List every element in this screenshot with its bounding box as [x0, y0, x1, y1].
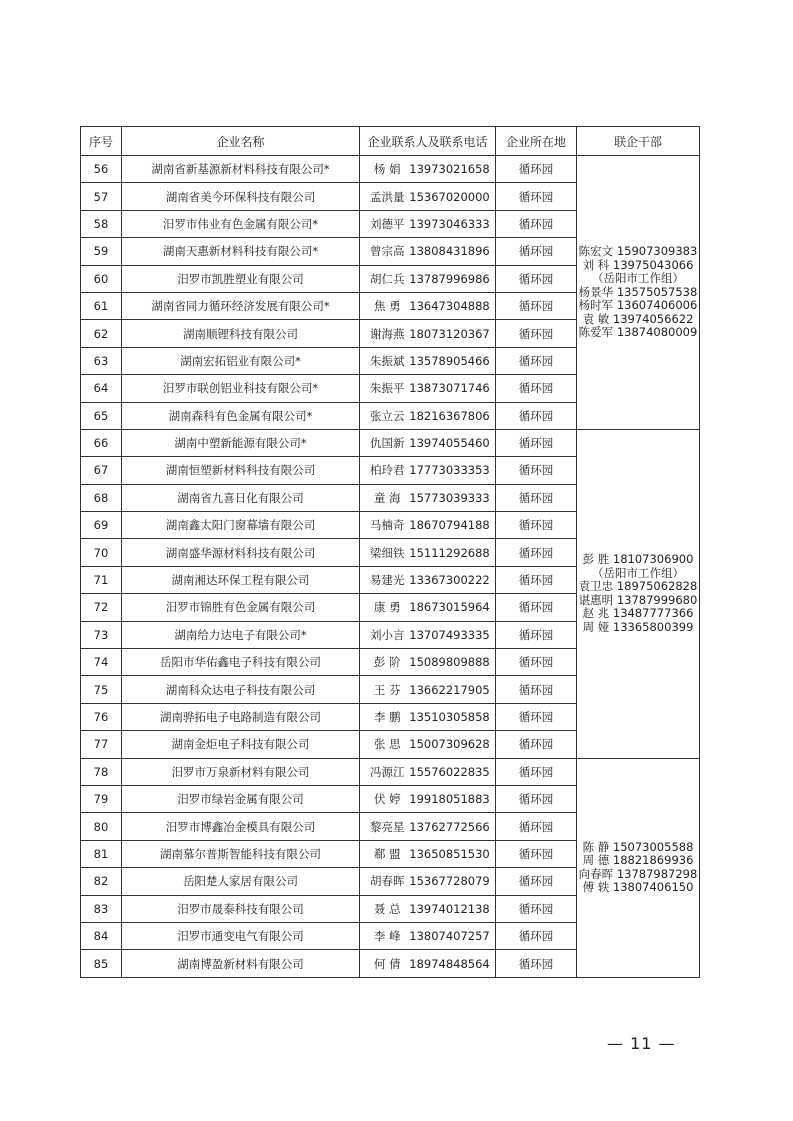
cadre-line: （岳阳市工作组）	[592, 565, 684, 580]
row-index: 57	[81, 183, 122, 210]
cadre-line: 傅 轶 13807406150	[582, 880, 694, 895]
row-index: 58	[81, 210, 122, 237]
contact-phone: 13650851530	[409, 846, 490, 861]
company-name: 湖南省美今环保科技有限公司	[122, 183, 360, 210]
row-index: 65	[81, 402, 122, 429]
contact-person: 李 鹏	[373, 710, 401, 724]
row-index: 74	[81, 649, 122, 676]
company-location: 循环园	[496, 292, 577, 319]
company-name: 湖南森科有色金属有限公司*	[122, 402, 360, 429]
contact-cell	[360, 347, 496, 374]
contact-person: 梁细铁	[370, 545, 405, 560]
contact-cell	[360, 402, 496, 429]
company-location: 循环园	[496, 566, 577, 593]
contact-phone: 18670794188	[409, 518, 490, 533]
contact-cell	[360, 265, 496, 292]
contact-person: 朱振斌	[370, 353, 405, 368]
contact-cell	[360, 156, 496, 183]
table-header-row	[81, 127, 700, 156]
contact-phone: 13973046333	[409, 216, 490, 231]
company-name: 湖南宏拓铝业有限公司*	[122, 347, 360, 374]
company-name: 湖南恒塑新材料科技有限公司	[122, 457, 360, 484]
contact-cell	[360, 758, 496, 785]
contact-phone: 19918051883	[409, 792, 490, 807]
contact-phone: 15576022835	[409, 764, 490, 779]
company-location: 循环园	[496, 347, 577, 374]
contact-phone: 18073120367	[409, 326, 490, 341]
contact-person: 张立云	[370, 408, 405, 423]
cadre-group-cell	[577, 156, 700, 430]
contact-person: 刘小言	[370, 627, 405, 642]
cadre-line: 杨景华 13575057538	[578, 284, 698, 299]
company-name: 湖南湘达环保工程有限公司	[122, 566, 360, 593]
contact-person: 童 海	[373, 490, 401, 505]
company-name: 岳阳楚人家居有限公司	[122, 868, 360, 895]
contact-cell	[360, 183, 496, 210]
row-index: 69	[81, 512, 122, 539]
row-index: 83	[81, 895, 122, 922]
enterprise-table	[80, 126, 700, 978]
company-location: 循环园	[496, 512, 577, 539]
company-name: 湖南省同力循环经济发展有限公司*	[122, 292, 360, 319]
company-location: 循环园	[496, 375, 577, 402]
table-row	[81, 758, 700, 785]
contact-person: 康 勇	[373, 600, 401, 615]
row-index: 79	[81, 785, 122, 812]
contact-person: 朱振平	[370, 381, 405, 396]
contact-person: 何 倩	[373, 956, 401, 971]
row-index: 80	[81, 813, 122, 840]
company-location: 循环园	[496, 895, 577, 922]
company-name: 湖南中塑新能源有限公司*	[122, 429, 360, 456]
cadre-line: 袁 敏 13974056622	[582, 311, 694, 326]
row-index: 75	[81, 676, 122, 703]
company-location: 循环园	[496, 156, 577, 183]
table-row	[81, 156, 700, 183]
header-company: 企业名称	[122, 127, 360, 156]
contact-cell	[360, 676, 496, 703]
contact-person: 曾宗高	[370, 244, 405, 259]
company-name: 湖南省九喜日化有限公司	[122, 484, 360, 511]
row-index: 78	[81, 758, 122, 785]
contact-phone: 13807407257	[409, 929, 490, 944]
contact-cell	[360, 840, 496, 867]
row-index: 81	[81, 840, 122, 867]
contact-cell	[360, 594, 496, 621]
contact-cell	[360, 484, 496, 511]
company-name: 湖南骅拓电子电路制造有限公司	[122, 703, 360, 730]
cadre-line: 陈宏文 15907309383	[578, 244, 698, 259]
contact-person: 柏玲君	[370, 463, 405, 478]
cadre-line: 陈爱军 13874080009	[578, 325, 698, 340]
contact-cell	[360, 539, 496, 566]
cadre-line: 陈 静 15073005588	[582, 839, 694, 854]
cadre-line: （岳阳市工作组）	[592, 271, 684, 286]
row-index: 61	[81, 292, 122, 319]
row-index: 62	[81, 320, 122, 347]
contact-phone: 13510305858	[409, 710, 490, 724]
contact-person: 彭 阶	[373, 655, 401, 670]
contact-person: 孟洪量	[370, 189, 405, 204]
contact-phone: 13873071746	[409, 381, 490, 396]
contact-phone: 13662217905	[409, 682, 490, 697]
row-index: 85	[81, 950, 122, 977]
row-index: 72	[81, 594, 122, 621]
contact-cell	[360, 621, 496, 648]
company-location: 循环园	[496, 429, 577, 456]
contact-cell	[360, 292, 496, 319]
company-name: 湖南金炬电子科技有限公司	[122, 731, 360, 758]
row-index: 76	[81, 703, 122, 730]
row-index: 71	[81, 566, 122, 593]
company-location: 循环园	[496, 731, 577, 758]
contact-cell	[360, 895, 496, 922]
contact-phone: 13973021658	[409, 162, 490, 177]
contact-person: 王 芬	[373, 682, 401, 697]
company-name: 湖南科众达电子科技有限公司	[122, 676, 360, 703]
company-name: 湖南天惠新材料科技有限公司*	[122, 238, 360, 265]
company-name: 湖南慕尔普斯智能科技有限公司	[122, 840, 360, 867]
contact-phone: 18216367806	[409, 408, 490, 423]
cadre-line: 杨时军 13607406006	[578, 298, 698, 313]
row-index: 67	[81, 457, 122, 484]
cadre-line: 袁卫忠 18975062828	[578, 579, 698, 594]
row-index: 59	[81, 238, 122, 265]
contact-phone: 13762772566	[409, 819, 490, 834]
contact-person: 郗 盟	[373, 846, 401, 861]
contact-cell	[360, 785, 496, 812]
contact-person: 冯源江	[370, 764, 405, 779]
company-location: 循环园	[496, 649, 577, 676]
company-location: 循环园	[496, 457, 577, 484]
cadre-line: 赵 兆 13487777366	[582, 606, 694, 621]
contact-person: 胡春晖	[370, 874, 405, 889]
company-location: 循环园	[496, 402, 577, 429]
contact-phone: 13974055460	[409, 436, 490, 451]
contact-phone: 13367300222	[409, 573, 490, 588]
company-name: 汨罗市凯胜塑业有限公司	[122, 265, 360, 292]
company-name: 湖南省新基源新材料科技有限公司*	[122, 156, 360, 183]
contact-cell	[360, 868, 496, 895]
company-name: 汨罗市伟业有色金属有限公司*	[122, 210, 360, 237]
company-name: 汨罗市晟泰科技有限公司	[122, 895, 360, 922]
cadre-line: 刘 科 13975043066	[582, 257, 694, 272]
contact-person: 聂 总	[373, 901, 401, 916]
contact-person: 谢海燕	[370, 326, 405, 341]
table-body	[81, 156, 700, 978]
contact-phone: 18673015964	[409, 600, 490, 615]
company-location: 循环园	[496, 320, 577, 347]
header-cadre: 联企干部	[577, 127, 700, 156]
contact-person: 刘德平	[370, 216, 405, 231]
company-name: 汨罗市锦胜有色金属有限公司	[122, 594, 360, 621]
contact-person: 易建光	[370, 573, 405, 588]
company-name: 岳阳市华佑鑫电子科技有限公司	[122, 649, 360, 676]
row-index: 77	[81, 731, 122, 758]
cadre-line: 周 娅 13365800399	[582, 619, 694, 634]
cadre-group-cell	[577, 429, 700, 758]
row-index: 70	[81, 539, 122, 566]
contact-phone: 15367728079	[409, 874, 490, 889]
row-index: 68	[81, 484, 122, 511]
company-location: 循环园	[496, 238, 577, 265]
contact-phone: 13974012138	[409, 901, 490, 916]
company-name: 汨罗市万泉新材料有限公司	[122, 758, 360, 785]
contact-person: 仇国新	[370, 436, 405, 451]
company-name: 汨罗市联创铝业科技有限公司*	[122, 375, 360, 402]
contact-person: 马楠奇	[370, 518, 405, 533]
header-location: 企业所在地	[496, 127, 577, 156]
company-name: 湖南给力达电子有限公司*	[122, 621, 360, 648]
company-location: 循环园	[496, 840, 577, 867]
contact-phone: 17773033353	[409, 463, 490, 478]
company-name: 湖南盛华源材料科技有限公司	[122, 539, 360, 566]
company-location: 循环园	[496, 265, 577, 292]
contact-cell	[360, 238, 496, 265]
contact-phone: 18974848564	[409, 956, 490, 971]
contact-person: 胡仁兵	[370, 271, 405, 286]
contact-phone: 13578905466	[409, 353, 490, 368]
company-location: 循环园	[496, 813, 577, 840]
contact-phone: 13787996986	[409, 271, 490, 286]
company-location: 循环园	[496, 868, 577, 895]
row-index: 66	[81, 429, 122, 456]
company-location: 循环园	[496, 676, 577, 703]
contact-cell	[360, 210, 496, 237]
contact-cell	[360, 813, 496, 840]
row-index: 63	[81, 347, 122, 374]
company-location: 循环园	[496, 484, 577, 511]
contact-phone: 15773039333	[409, 490, 490, 505]
table-row	[81, 429, 700, 456]
company-location: 循环园	[496, 183, 577, 210]
header-contact: 企业联系人及联系电话	[360, 127, 496, 156]
contact-person: 李 峰	[373, 929, 401, 944]
row-index: 73	[81, 621, 122, 648]
header-index: 序号	[81, 127, 122, 156]
contact-cell	[360, 566, 496, 593]
contact-cell	[360, 457, 496, 484]
row-index: 84	[81, 922, 122, 949]
company-name: 汨罗市通变电气有限公司	[122, 922, 360, 949]
contact-phone: 13808431896	[409, 244, 490, 259]
contact-cell	[360, 429, 496, 456]
cadre-line: 向春晖 13787987298	[578, 866, 698, 881]
company-location: 循环园	[496, 703, 577, 730]
contact-cell	[360, 649, 496, 676]
company-name: 湖南博盈新材料有限公司	[122, 950, 360, 977]
contact-cell	[360, 703, 496, 730]
cadre-group-cell	[577, 758, 700, 977]
company-location: 循环园	[496, 539, 577, 566]
contact-person: 张 思	[373, 737, 401, 752]
company-location: 循环园	[496, 621, 577, 648]
company-name: 汨罗市绿岩金属有限公司	[122, 785, 360, 812]
contact-phone: 15111292688	[409, 545, 490, 560]
contact-cell	[360, 320, 496, 347]
row-index: 56	[81, 156, 122, 183]
row-index: 82	[81, 868, 122, 895]
company-name: 汨罗市博鑫冶金模具有限公司	[122, 813, 360, 840]
row-index: 64	[81, 375, 122, 402]
company-location: 循环园	[496, 922, 577, 949]
contact-cell	[360, 512, 496, 539]
company-location: 循环园	[496, 785, 577, 812]
contact-cell	[360, 950, 496, 977]
contact-cell	[360, 731, 496, 758]
company-location: 循环园	[496, 758, 577, 785]
company-location: 循环园	[496, 210, 577, 237]
contact-phone: 13647304888	[409, 299, 490, 314]
contact-cell	[360, 922, 496, 949]
cadre-line: 谌惠明 13787999680	[578, 592, 698, 607]
cadre-line: 彭 胜 18107306900	[582, 552, 694, 567]
page-number: — 11 —	[607, 1034, 676, 1053]
contact-phone: 15089809888	[409, 655, 490, 670]
cadre-line: 周 德 18821869936	[582, 853, 694, 868]
contact-person: 伏 婷	[373, 792, 401, 807]
contact-person: 焦 勇	[373, 299, 401, 314]
contact-person: 杨 娟	[373, 162, 401, 177]
row-index: 60	[81, 265, 122, 292]
contact-phone: 13707493335	[409, 627, 490, 642]
contact-person: 黎亮星	[370, 819, 405, 834]
company-location: 循环园	[496, 950, 577, 977]
company-location: 循环园	[496, 594, 577, 621]
contact-phone: 15367020000	[409, 189, 490, 204]
contact-phone: 15007309628	[409, 737, 490, 752]
company-name: 湖南鑫太阳门窗幕墙有限公司	[122, 512, 360, 539]
contact-cell	[360, 375, 496, 402]
company-name: 湖南顺锂科技有限公司	[122, 320, 360, 347]
